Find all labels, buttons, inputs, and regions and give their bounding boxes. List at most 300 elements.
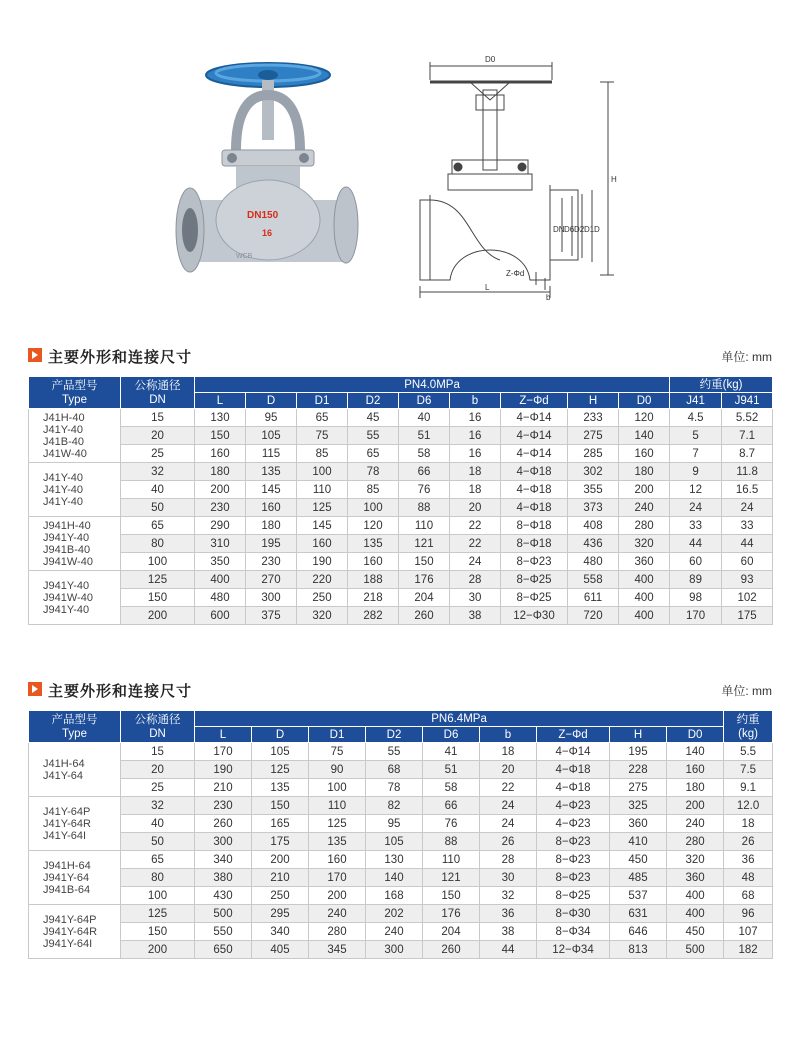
section1-unit: 单位: mm bbox=[721, 350, 772, 364]
table-cell: 280 bbox=[619, 517, 670, 535]
table-cell: 26 bbox=[480, 833, 537, 851]
table-cell: 260 bbox=[399, 607, 450, 625]
table-cell: 150 bbox=[252, 797, 309, 815]
table-cell: 130 bbox=[366, 851, 423, 869]
table-cell: 102 bbox=[722, 589, 773, 607]
table-cell: 360 bbox=[619, 553, 670, 571]
table-cell: 180 bbox=[667, 779, 724, 797]
cell-dn: 40 bbox=[121, 481, 195, 499]
table-cell: 200 bbox=[667, 797, 724, 815]
col-header-weight-j41: J41 bbox=[670, 393, 722, 409]
globe-valve-image bbox=[176, 63, 358, 272]
cell-dn: 25 bbox=[121, 445, 195, 463]
table-cell: 58 bbox=[423, 779, 480, 797]
table-cell: 100 bbox=[297, 463, 348, 481]
table-cell: 230 bbox=[195, 499, 246, 517]
table-cell: 4−Φ14 bbox=[537, 743, 610, 761]
table-cell: 4−Φ18 bbox=[501, 481, 568, 499]
table-cell: 188 bbox=[348, 571, 399, 589]
cell-dn: 32 bbox=[121, 797, 195, 815]
table-cell: 240 bbox=[619, 499, 670, 517]
cell-dn: 20 bbox=[121, 761, 195, 779]
table-cell: 48 bbox=[724, 869, 773, 887]
col-header-d0: D0 bbox=[619, 393, 670, 409]
table-cell: 400 bbox=[619, 607, 670, 625]
table-cell: 135 bbox=[252, 779, 309, 797]
table-cell: 5 bbox=[670, 427, 722, 445]
cell-dn: 40 bbox=[121, 815, 195, 833]
table-cell: 16 bbox=[450, 427, 501, 445]
table-cell: 18 bbox=[450, 481, 501, 499]
table-cell: 75 bbox=[297, 427, 348, 445]
table-cell: 78 bbox=[348, 463, 399, 481]
type-model: J941Y-40 bbox=[43, 579, 90, 592]
table-cell: 150 bbox=[399, 553, 450, 571]
table-cell: 110 bbox=[297, 481, 348, 499]
table-cell: 176 bbox=[423, 905, 480, 923]
dimension-drawing bbox=[420, 62, 614, 298]
table-cell: 480 bbox=[195, 589, 246, 607]
table-cell: 44 bbox=[670, 535, 722, 553]
col-header-pressure: PN4.0MPa bbox=[195, 377, 670, 393]
table-cell: 180 bbox=[246, 517, 297, 535]
table-cell: 558 bbox=[568, 571, 619, 589]
section2-unit: 单位: mm bbox=[721, 684, 772, 698]
type-group bbox=[29, 463, 121, 517]
table-cell: 280 bbox=[667, 833, 724, 851]
type-model: J41H-40 bbox=[43, 411, 85, 424]
table-cell: 360 bbox=[667, 869, 724, 887]
valve-body-sub: 16 bbox=[262, 228, 273, 238]
table-cell: 22 bbox=[480, 779, 537, 797]
cell-dn: 150 bbox=[121, 589, 195, 607]
table-cell: 75 bbox=[309, 743, 366, 761]
col-header-weight-j941: J941 bbox=[722, 393, 773, 409]
table-cell: 26 bbox=[724, 833, 773, 851]
table-cell: 400 bbox=[619, 589, 670, 607]
cell-dn: 65 bbox=[121, 517, 195, 535]
table-row bbox=[29, 761, 773, 779]
table-cell: 93 bbox=[722, 571, 773, 589]
table-cell: 400 bbox=[195, 571, 246, 589]
table-cell: 105 bbox=[252, 743, 309, 761]
type-model: J41H-64 bbox=[43, 757, 85, 770]
cell-dn: 200 bbox=[121, 607, 195, 625]
product-hero bbox=[0, 0, 800, 330]
table-cell: 105 bbox=[246, 427, 297, 445]
table-cell: 18 bbox=[480, 743, 537, 761]
table-cell: 16 bbox=[450, 409, 501, 427]
table-cell: 145 bbox=[297, 517, 348, 535]
type-model: J941Y-64P bbox=[43, 913, 97, 926]
table-cell: 24 bbox=[480, 815, 537, 833]
col-header-d1: D1 bbox=[297, 393, 348, 409]
col-header-zd: Z−Φd bbox=[501, 393, 568, 409]
type-model: J941W-40 bbox=[43, 591, 93, 604]
label-h: H bbox=[611, 175, 617, 184]
table-cell: 130 bbox=[195, 409, 246, 427]
table-cell: 76 bbox=[423, 815, 480, 833]
table-cell: 380 bbox=[195, 869, 252, 887]
col-header-dn: 公称通径 DN bbox=[121, 377, 195, 409]
type-model: J941H-64 bbox=[43, 859, 91, 872]
table-cell: 295 bbox=[252, 905, 309, 923]
table-cell: 41 bbox=[423, 743, 480, 761]
table-cell: 110 bbox=[309, 797, 366, 815]
cell-dn: 15 bbox=[121, 743, 195, 761]
type-model: J941B-64 bbox=[43, 883, 91, 896]
table-cell: 8−Φ34 bbox=[537, 923, 610, 941]
table-cell: 76 bbox=[399, 481, 450, 499]
table-cell: 8−Φ23 bbox=[537, 833, 610, 851]
table-cell: 140 bbox=[366, 869, 423, 887]
table-cell: 160 bbox=[619, 445, 670, 463]
type-model: J41Y-64I bbox=[43, 829, 87, 842]
cell-dn: 200 bbox=[121, 941, 195, 959]
table-row bbox=[29, 923, 773, 941]
table-cell: 7 bbox=[670, 445, 722, 463]
table-cell: 125 bbox=[309, 815, 366, 833]
col-header-type: 产品型号 Type bbox=[29, 377, 121, 409]
table-cell: 30 bbox=[480, 869, 537, 887]
table-cell: 210 bbox=[195, 779, 252, 797]
col-header-d2: D2 bbox=[366, 727, 423, 743]
table-cell: 204 bbox=[399, 589, 450, 607]
table-cell: 125 bbox=[252, 761, 309, 779]
table-cell: 120 bbox=[348, 517, 399, 535]
table-cell: 500 bbox=[667, 941, 724, 959]
table-cell: 95 bbox=[366, 815, 423, 833]
table-cell: 5.52 bbox=[722, 409, 773, 427]
table-cell: 720 bbox=[568, 607, 619, 625]
table-row bbox=[29, 851, 773, 869]
col-header-b: b bbox=[450, 393, 501, 409]
col-header-type: 产品型号 Type bbox=[29, 711, 121, 743]
table-cell: 813 bbox=[610, 941, 667, 959]
cell-dn: 25 bbox=[121, 779, 195, 797]
table-cell: 4−Φ18 bbox=[501, 463, 568, 481]
table-cell: 45 bbox=[348, 409, 399, 427]
table-cell: 202 bbox=[366, 905, 423, 923]
table-cell: 38 bbox=[450, 607, 501, 625]
table-cell: 90 bbox=[309, 761, 366, 779]
table-cell: 66 bbox=[423, 797, 480, 815]
col-header-d1: D1 bbox=[309, 727, 366, 743]
label-d0: D0 bbox=[485, 55, 496, 64]
table-cell: 8−Φ23 bbox=[537, 869, 610, 887]
table-row bbox=[29, 499, 773, 517]
cell-dn: 80 bbox=[121, 869, 195, 887]
table-cell: 5.5 bbox=[724, 743, 773, 761]
type-group bbox=[29, 409, 121, 463]
table-cell: 24 bbox=[480, 797, 537, 815]
table-cell: 30 bbox=[450, 589, 501, 607]
table-cell: 4−Φ14 bbox=[501, 409, 568, 427]
table-cell: 400 bbox=[619, 571, 670, 589]
label-dn: DN bbox=[553, 225, 565, 234]
table-cell: 8−Φ30 bbox=[537, 905, 610, 923]
table-cell: 220 bbox=[297, 571, 348, 589]
table-cell: 32 bbox=[480, 887, 537, 905]
table-cell: 115 bbox=[246, 445, 297, 463]
table-cell: 4−Φ23 bbox=[537, 797, 610, 815]
table-row bbox=[29, 463, 773, 481]
table-cell: 85 bbox=[348, 481, 399, 499]
table-cell: 200 bbox=[619, 481, 670, 499]
col-header-l: L bbox=[195, 727, 252, 743]
cell-dn: 80 bbox=[121, 535, 195, 553]
table-row bbox=[29, 869, 773, 887]
table-cell: 408 bbox=[568, 517, 619, 535]
table-cell: 36 bbox=[480, 905, 537, 923]
table-cell: 250 bbox=[297, 589, 348, 607]
col-header-l: L bbox=[195, 393, 246, 409]
table-cell: 9.1 bbox=[724, 779, 773, 797]
table-cell: 98 bbox=[670, 589, 722, 607]
table-cell: 20 bbox=[450, 499, 501, 517]
table-cell: 12.0 bbox=[724, 797, 773, 815]
table-cell: 65 bbox=[297, 409, 348, 427]
table-cell: 100 bbox=[309, 779, 366, 797]
table-row bbox=[29, 445, 773, 463]
section1-header bbox=[28, 346, 772, 368]
table-row bbox=[29, 779, 773, 797]
table-cell: 450 bbox=[667, 923, 724, 941]
col-header-d0: D0 bbox=[667, 727, 724, 743]
table-cell: 310 bbox=[195, 535, 246, 553]
table-cell: 68 bbox=[366, 761, 423, 779]
table-cell: 410 bbox=[610, 833, 667, 851]
table-cell: 218 bbox=[348, 589, 399, 607]
table-cell: 8−Φ25 bbox=[537, 887, 610, 905]
table-cell: 160 bbox=[309, 851, 366, 869]
table-cell: 4−Φ14 bbox=[501, 445, 568, 463]
table-cell: 8.7 bbox=[722, 445, 773, 463]
type-model: J941Y-64 bbox=[43, 871, 90, 884]
cell-dn: 50 bbox=[121, 833, 195, 851]
table-cell: 160 bbox=[297, 535, 348, 553]
table-cell: 22 bbox=[450, 535, 501, 553]
table-cell: 275 bbox=[568, 427, 619, 445]
type-model: J941H-40 bbox=[43, 519, 91, 532]
table-cell: 500 bbox=[195, 905, 252, 923]
table-cell: 60 bbox=[670, 553, 722, 571]
table-cell: 121 bbox=[423, 869, 480, 887]
table-row bbox=[29, 887, 773, 905]
table-cell: 170 bbox=[309, 869, 366, 887]
table-row bbox=[29, 743, 773, 761]
table-cell: 233 bbox=[568, 409, 619, 427]
table-cell: 160 bbox=[246, 499, 297, 517]
table-cell: 121 bbox=[399, 535, 450, 553]
type-group bbox=[29, 743, 121, 797]
table-cell: 320 bbox=[297, 607, 348, 625]
table-cell: 24 bbox=[450, 553, 501, 571]
table-cell: 168 bbox=[366, 887, 423, 905]
type-group bbox=[29, 851, 121, 905]
table-row bbox=[29, 815, 773, 833]
cell-dn: 50 bbox=[121, 499, 195, 517]
table-cell: 405 bbox=[252, 941, 309, 959]
table-cell: 8−Φ23 bbox=[501, 553, 568, 571]
col-header-weight: 约重(kg) bbox=[670, 377, 773, 393]
table-cell: 210 bbox=[252, 869, 309, 887]
table-cell: 182 bbox=[724, 941, 773, 959]
type-model: J941Y-64I bbox=[43, 937, 93, 950]
table-cell: 150 bbox=[195, 427, 246, 445]
table-cell: 100 bbox=[348, 499, 399, 517]
type-model: J41Y-64P bbox=[43, 805, 91, 818]
table-row bbox=[29, 553, 773, 571]
table-row bbox=[29, 535, 773, 553]
col-header-weight: 约重 (kg) bbox=[724, 711, 773, 743]
table-cell: 180 bbox=[195, 463, 246, 481]
col-header-zd: Z−Φd bbox=[537, 727, 610, 743]
table-cell: 646 bbox=[610, 923, 667, 941]
table-cell: 650 bbox=[195, 941, 252, 959]
table-cell: 230 bbox=[246, 553, 297, 571]
table-cell: 36 bbox=[724, 851, 773, 869]
table-cell: 4−Φ18 bbox=[537, 761, 610, 779]
cell-dn: 32 bbox=[121, 463, 195, 481]
table-cell: 16.5 bbox=[722, 481, 773, 499]
table-cell: 200 bbox=[309, 887, 366, 905]
table-row bbox=[29, 517, 773, 535]
cell-dn: 65 bbox=[121, 851, 195, 869]
table-cell: 345 bbox=[309, 941, 366, 959]
table-cell: 320 bbox=[667, 851, 724, 869]
table-cell: 275 bbox=[610, 779, 667, 797]
type-model: J941Y-40 bbox=[43, 603, 90, 616]
table-cell: 550 bbox=[195, 923, 252, 941]
table-cell: 200 bbox=[195, 481, 246, 499]
table-cell: 290 bbox=[195, 517, 246, 535]
table-cell: 38 bbox=[480, 923, 537, 941]
col-header-h: H bbox=[610, 727, 667, 743]
table-cell: 325 bbox=[610, 797, 667, 815]
table-cell: 450 bbox=[610, 851, 667, 869]
table-cell: 285 bbox=[568, 445, 619, 463]
valve-body-label: DN150 bbox=[247, 210, 279, 221]
table-cell: 300 bbox=[366, 941, 423, 959]
type-model: J941B-40 bbox=[43, 543, 91, 556]
table-cell: 82 bbox=[366, 797, 423, 815]
table-cell: 300 bbox=[246, 589, 297, 607]
table-cell: 631 bbox=[610, 905, 667, 923]
table-cell: 78 bbox=[366, 779, 423, 797]
table-cell: 190 bbox=[195, 761, 252, 779]
table-cell: 175 bbox=[252, 833, 309, 851]
table-cell: 16 bbox=[450, 445, 501, 463]
col-header-b: b bbox=[480, 727, 537, 743]
table-row bbox=[29, 797, 773, 815]
table-cell: 40 bbox=[399, 409, 450, 427]
table-row bbox=[29, 409, 773, 427]
table-cell: 4−Φ23 bbox=[537, 815, 610, 833]
table-cell: 400 bbox=[667, 905, 724, 923]
section1-title: 主要外形和连接尺寸 bbox=[48, 349, 193, 366]
table-cell: 11.8 bbox=[722, 463, 773, 481]
table-cell: 8−Φ18 bbox=[501, 535, 568, 553]
table-cell: 28 bbox=[480, 851, 537, 869]
table-cell: 160 bbox=[348, 553, 399, 571]
table-cell: 96 bbox=[724, 905, 773, 923]
table-cell: 260 bbox=[423, 941, 480, 959]
table-cell: 485 bbox=[610, 869, 667, 887]
table-cell: 51 bbox=[423, 761, 480, 779]
type-group bbox=[29, 797, 121, 851]
table-cell: 228 bbox=[610, 761, 667, 779]
table-cell: 107 bbox=[724, 923, 773, 941]
table-cell: 135 bbox=[309, 833, 366, 851]
cell-dn: 125 bbox=[121, 905, 195, 923]
table-cell: 150 bbox=[423, 887, 480, 905]
label-zphid: Z-Φd bbox=[506, 269, 525, 278]
table-cell: 340 bbox=[195, 851, 252, 869]
cell-dn: 20 bbox=[121, 427, 195, 445]
type-model: J41Y-64 bbox=[43, 769, 83, 782]
table-cell: 18 bbox=[450, 463, 501, 481]
table-cell: 88 bbox=[399, 499, 450, 517]
table-cell: 537 bbox=[610, 887, 667, 905]
table-cell: 4.5 bbox=[670, 409, 722, 427]
table-cell: 430 bbox=[195, 887, 252, 905]
table-cell: 140 bbox=[667, 743, 724, 761]
table-cell: 24 bbox=[670, 499, 722, 517]
table-cell: 89 bbox=[670, 571, 722, 589]
table-cell: 55 bbox=[348, 427, 399, 445]
table-cell: 170 bbox=[195, 743, 252, 761]
table-cell: 350 bbox=[195, 553, 246, 571]
cell-dn: 125 bbox=[121, 571, 195, 589]
table-cell: 282 bbox=[348, 607, 399, 625]
col-header-d6: D6 bbox=[423, 727, 480, 743]
table-cell: 160 bbox=[667, 761, 724, 779]
table-cell: 8−Φ23 bbox=[537, 851, 610, 869]
table-cell: 260 bbox=[195, 815, 252, 833]
type-model: J41Y-40 bbox=[43, 483, 83, 496]
col-header-d6: D6 bbox=[399, 393, 450, 409]
table-cell: 65 bbox=[348, 445, 399, 463]
table-cell: 68 bbox=[724, 887, 773, 905]
table-cell: 320 bbox=[619, 535, 670, 553]
label-d: D bbox=[594, 225, 600, 234]
table-row bbox=[29, 905, 773, 923]
type-model: J41Y-40 bbox=[43, 495, 83, 508]
type-model: J41Y-64R bbox=[43, 817, 91, 830]
table-cell: 8−Φ25 bbox=[501, 589, 568, 607]
valve-material-mark: WCB bbox=[236, 253, 253, 260]
table-cell: 200 bbox=[252, 851, 309, 869]
table-row bbox=[29, 941, 773, 959]
table-cell: 373 bbox=[568, 499, 619, 517]
table-cell: 355 bbox=[568, 481, 619, 499]
label-b: b bbox=[546, 293, 551, 302]
type-model: J941Y-40 bbox=[43, 531, 90, 544]
table-cell: 4−Φ14 bbox=[501, 427, 568, 445]
table-row bbox=[29, 833, 773, 851]
spec-table-pn64 bbox=[28, 710, 773, 959]
section2-header bbox=[28, 680, 772, 702]
table-cell: 230 bbox=[195, 797, 252, 815]
col-header-pressure: PN6.4MPa bbox=[195, 711, 724, 727]
table-cell: 195 bbox=[246, 535, 297, 553]
table-cell: 176 bbox=[399, 571, 450, 589]
table-cell: 400 bbox=[667, 887, 724, 905]
table-cell: 145 bbox=[246, 481, 297, 499]
label-d6: D6 bbox=[564, 225, 575, 234]
table-cell: 480 bbox=[568, 553, 619, 571]
